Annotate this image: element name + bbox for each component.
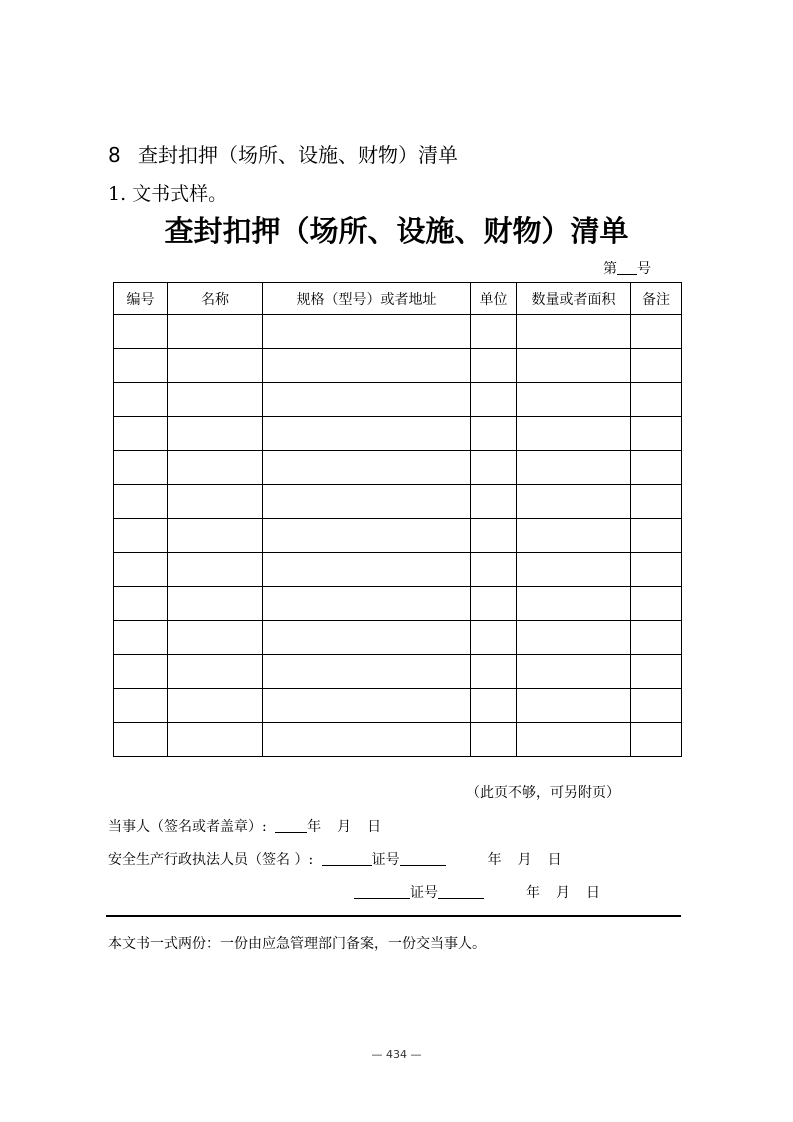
officer-signature-line-2 (108, 882, 600, 902)
sub-heading: 1. 文书式样。 (108, 183, 228, 205)
table-cell[interactable] (114, 655, 168, 689)
table-cell[interactable] (168, 553, 263, 587)
table-cell[interactable] (471, 349, 517, 383)
table-cell[interactable] (517, 315, 631, 349)
divider (106, 915, 681, 917)
table-cell[interactable] (263, 485, 471, 519)
party-signature-line (108, 816, 381, 836)
table-cell[interactable] (168, 349, 263, 383)
party-signature-label: 当事人（签名或者盖章）: (108, 819, 267, 835)
table-cell[interactable] (168, 485, 263, 519)
table-row (114, 417, 682, 451)
table-cell[interactable] (631, 655, 682, 689)
table-cell[interactable] (471, 451, 517, 485)
table-cell[interactable] (263, 519, 471, 553)
table-cell[interactable] (631, 315, 682, 349)
table-cell[interactable] (114, 519, 168, 553)
section-number: 8 (108, 143, 121, 167)
table-cell[interactable] (517, 553, 631, 587)
table-cell[interactable] (631, 451, 682, 485)
table-cell[interactable] (114, 451, 168, 485)
table-row (114, 621, 682, 655)
table-cell[interactable] (263, 587, 471, 621)
table-cell[interactable] (263, 417, 471, 451)
serial-suffix: 号 (637, 261, 651, 277)
party-day-label: 日 (367, 819, 382, 835)
officer-cert-label-1: 证号 (371, 852, 400, 868)
officer-signature-line (108, 849, 562, 869)
inventory-table (113, 282, 682, 757)
party-month-label: 月 (337, 819, 352, 835)
table-row (114, 349, 682, 383)
section-heading (108, 139, 458, 168)
officer-month-label-2: 月 (556, 885, 570, 901)
table-cell[interactable] (517, 655, 631, 689)
table-cell[interactable] (471, 723, 517, 757)
header-remarks: 备注 (631, 283, 682, 315)
table-cell[interactable] (114, 417, 168, 451)
table-cell[interactable] (631, 553, 682, 587)
table-cell[interactable] (631, 485, 682, 519)
page-note: （此页不够，可另附页） (466, 785, 620, 801)
table-cell[interactable] (168, 723, 263, 757)
officer-cert-blank-2[interactable] (438, 884, 484, 899)
table-cell[interactable] (517, 519, 631, 553)
serial-number-field (603, 258, 651, 278)
table-cell[interactable] (517, 587, 631, 621)
table-header-row (114, 283, 682, 315)
officer-day-label-1: 日 (547, 852, 562, 868)
header-name: 名称 (168, 283, 263, 315)
table-cell[interactable] (471, 587, 517, 621)
table-cell[interactable] (263, 655, 471, 689)
table-cell[interactable] (263, 553, 471, 587)
header-quantity-area: 数量或者面积 (517, 283, 631, 315)
table-cell[interactable] (114, 723, 168, 757)
table-cell[interactable] (114, 587, 168, 621)
table-row (114, 519, 682, 553)
table-cell[interactable] (471, 383, 517, 417)
table-row (114, 655, 682, 689)
officer-year-label-1: 年 (487, 852, 502, 868)
officer-cert-blank-1[interactable] (400, 851, 446, 866)
table-cell[interactable] (471, 689, 517, 723)
header-spec-address: 规格（型号）或者地址 (263, 283, 471, 315)
table-cell[interactable] (114, 621, 168, 655)
table-cell[interactable] (471, 553, 517, 587)
table-cell[interactable] (517, 689, 631, 723)
table-cell[interactable] (168, 689, 263, 723)
table-cell[interactable] (168, 621, 263, 655)
table-row (114, 587, 682, 621)
footer-note: 本文书一式两份：一份由应急管理部门备案，一份交当事人。 (108, 936, 486, 952)
table-cell[interactable] (114, 349, 168, 383)
table-cell[interactable] (631, 587, 682, 621)
table-cell[interactable] (114, 485, 168, 519)
table-row (114, 383, 682, 417)
table-cell[interactable] (517, 417, 631, 451)
table-cell[interactable] (517, 383, 631, 417)
table-cell[interactable] (471, 315, 517, 349)
table-cell[interactable] (114, 553, 168, 587)
table-cell[interactable] (631, 519, 682, 553)
table-cell[interactable] (263, 723, 471, 757)
table-cell[interactable] (517, 485, 631, 519)
serial-prefix: 第 (603, 261, 617, 277)
party-year-label: 年 (307, 819, 322, 835)
header-number: 编号 (114, 283, 168, 315)
table-cell[interactable] (168, 383, 263, 417)
page-number: — 434 — (371, 1048, 422, 1061)
officer-signature-blank-2[interactable] (354, 884, 410, 899)
officer-signature-blank-1[interactable] (322, 851, 372, 866)
table-cell[interactable] (631, 383, 682, 417)
table-cell[interactable] (168, 451, 263, 485)
party-signature-blank[interactable] (275, 818, 307, 833)
table-cell[interactable] (631, 689, 682, 723)
table-body (114, 315, 682, 757)
table-row (114, 451, 682, 485)
table-cell[interactable] (517, 451, 631, 485)
officer-day-label-2: 日 (586, 885, 600, 901)
table-cell[interactable] (168, 519, 263, 553)
table-cell[interactable] (114, 689, 168, 723)
table-cell[interactable] (263, 383, 471, 417)
table-cell[interactable] (114, 315, 168, 349)
table-cell[interactable] (263, 451, 471, 485)
officer-signature-label: 安全生产行政执法人员（签名 ）: (108, 852, 314, 868)
table-row (114, 689, 682, 723)
table-cell[interactable] (168, 315, 263, 349)
table-cell[interactable] (517, 723, 631, 757)
officer-cert-label-2: 证号 (410, 885, 438, 901)
officer-month-label-1: 月 (517, 852, 532, 868)
table-row (114, 315, 682, 349)
table-cell[interactable] (471, 519, 517, 553)
table-cell[interactable] (631, 621, 682, 655)
table-cell[interactable] (517, 621, 631, 655)
table-cell[interactable] (471, 621, 517, 655)
table-cell[interactable] (631, 417, 682, 451)
document-title: 查封扣押（场所、设施、财物）清单 (164, 214, 629, 248)
header-unit: 单位 (471, 283, 517, 315)
table-cell[interactable] (263, 621, 471, 655)
section-title: 查封扣押（场所、设施、财物）清单 (138, 143, 458, 167)
table-row (114, 723, 682, 757)
table-cell[interactable] (263, 689, 471, 723)
table-cell[interactable] (168, 655, 263, 689)
table-cell[interactable] (631, 349, 682, 383)
table-row (114, 553, 682, 587)
serial-blank[interactable] (617, 260, 637, 275)
table-row (114, 485, 682, 519)
officer-year-label-2: 年 (526, 885, 540, 901)
table-cell[interactable] (517, 349, 631, 383)
table-cell[interactable] (471, 485, 517, 519)
table-cell[interactable] (471, 417, 517, 451)
table-cell[interactable] (168, 417, 263, 451)
table-cell[interactable] (263, 349, 471, 383)
table-cell[interactable] (168, 587, 263, 621)
table-cell[interactable] (114, 383, 168, 417)
table-cell[interactable] (631, 723, 682, 757)
table-cell[interactable] (263, 315, 471, 349)
table-cell[interactable] (471, 655, 517, 689)
